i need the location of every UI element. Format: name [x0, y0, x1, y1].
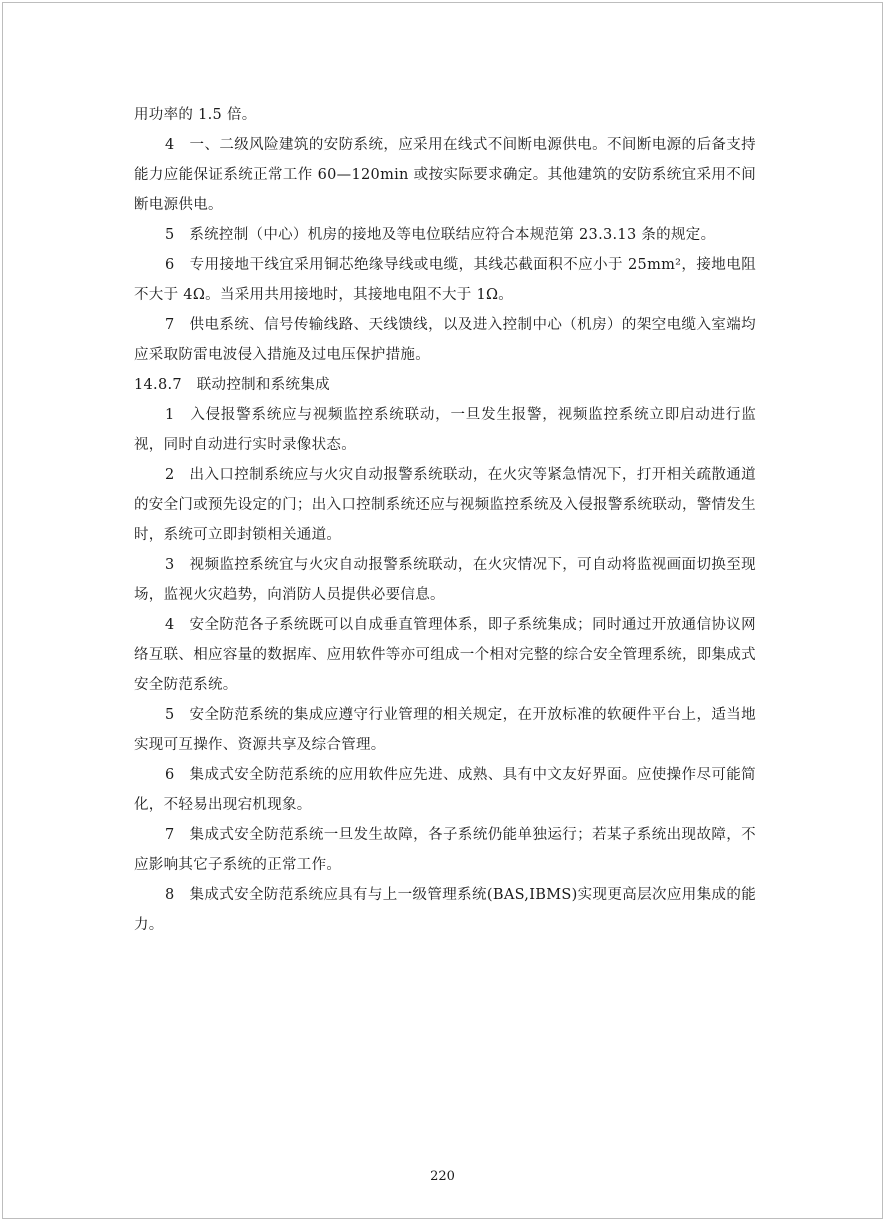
- paragraph: 5 系统控制（中心）机房的接地及等电位联结应符合本规范第 23.3.13 条的规定。: [165, 227, 716, 243]
- paragraph: 5 安全防范系统的集成应遵守行业管理的相关规定，在开放标准的软硬件平台上，适当地实现可互操作、资源共享及综合管理。: [134, 707, 756, 753]
- paragraph: 4 一、二级风险建筑的安防系统，应采用在线式不间断电源供电。不间断电源的后备支持能力应能保证系统正常工作 60—120min 或按实际要求确定。其他建筑的安防系统宜采用不间断电源供电。: [134, 137, 756, 213]
- paragraph: 6 专用接地干线宜采用铜芯绝缘导线或电缆，其线芯截面积不应小于 25mm²，接地电阻不大于 4Ω。当采用共用接地时，其接地电阻不大于 1Ω。: [134, 257, 756, 303]
- paragraph: 7 供电系统、信号传输线路、天线馈线，以及进入控制中心（机房）的架空电缆入室端均应采取防雷电波侵入措施及过电压保护措施。: [134, 317, 756, 363]
- paragraph: 4 安全防范各子系统既可以自成垂直管理体系，即子系统集成；同时通过开放通信协议网络互联、相应容量的数据库、应用软件等亦可组成一个相对完整的综合安全管理系统，即集成式安全防范系统。: [134, 617, 756, 693]
- paragraph: 3 视频监控系统宜与火灾自动报警系统联动，在火灾情况下，可自动将监视画面切换至现场，监视火灾趋势，向消防人员提供必要信息。: [134, 557, 756, 603]
- paragraph: 6 集成式安全防范系统的应用软件应先进、成熟、具有中文友好界面。应使操作尽可能简化，不轻易出现宕机现象。: [134, 767, 756, 813]
- paragraph: 1 入侵报警系统应与视频监控系统联动，一旦发生报警，视频监控系统立即启动进行监视，同时自动进行实时录像状态。: [134, 407, 756, 453]
- page-number: 220: [430, 1169, 455, 1184]
- section-heading: 14.8.7 联动控制和系统集成: [134, 377, 330, 393]
- document-body: [134, 100, 756, 940]
- paragraph: 7 集成式安全防范系统一旦发生故障，各子系统仍能单独运行；若某子系统出现故障，不应影响其它子系统的正常工作。: [134, 827, 756, 873]
- paragraph: 2 出入口控制系统应与火灾自动报警系统联动，在火灾等紧急情况下，打开相关疏散通道的安全门或预先设定的门；出入口控制系统还应与视频监控系统及入侵报警系统联动，警情发生时，系统可立即封锁相关通道。: [134, 467, 756, 543]
- paragraph: 8 集成式安全防范系统应具有与上一级管理系统(BAS,IBMS)实现更高层次应用集成的能力。: [134, 887, 756, 933]
- paragraph: 用功率的 1.5 倍。: [134, 107, 257, 123]
